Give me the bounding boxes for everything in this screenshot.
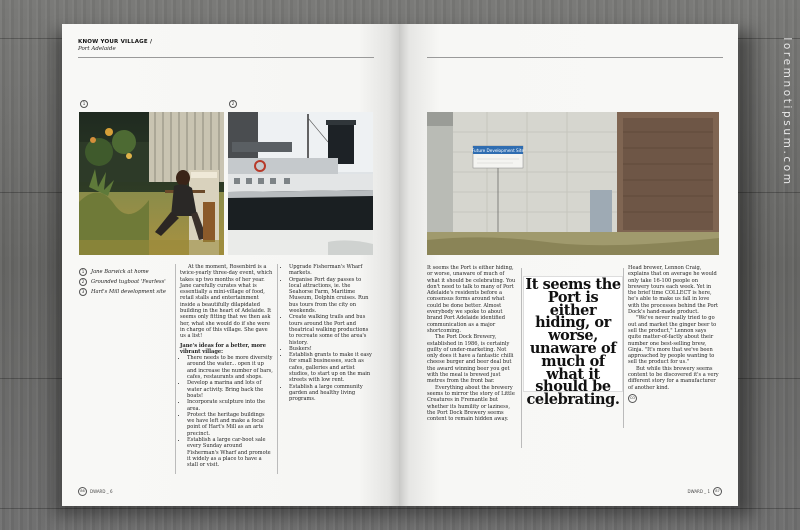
caption-number: 3: [79, 288, 87, 296]
column-rule: [623, 268, 624, 428]
list-item: • Establish a large car-boot sale every Sunday around Fisherman's Wharf and promote it widely as a place to have a stall or visit.: [187, 437, 273, 468]
article-column-1: [180, 264, 273, 469]
page-number: 86: [78, 487, 87, 496]
list-item: • Develop a marina and lots of water activity. Bring back the boats!: [187, 380, 273, 399]
list-item: • Establish grants to make it easy for small businesses, such as cafes, galleries and artist studios, to start up on the main streets with low rent.: [289, 352, 374, 383]
body-paragraph: "We've never really tried to go out and market the ginger beer to sell the product," Lennon says quite matter-of-factly about their number one best-selling brew, Ginja. "It's more that we've been approached by people wanting to sell the product for us.": [628, 315, 717, 366]
end-mark: CO: [628, 394, 637, 403]
photo-captions: [79, 267, 171, 297]
section-subtitle: Port Adelaide: [78, 46, 116, 52]
list-item: • Upgrade Fisherman's Wharf markets.: [289, 264, 374, 277]
warehouse-illustration: [427, 112, 719, 255]
section-kicker: KNOW YOUR VILLAGE /: [78, 39, 153, 45]
list-item: • Incorporate sculpture into the area.: [187, 399, 273, 412]
garden-illustration: [79, 112, 224, 255]
photo-number-1: 1: [80, 100, 88, 108]
caption-text: Hart's Mill development site: [91, 289, 166, 295]
body-paragraph: At the moment, Rosenbird is a twice-yearly three-day event, which takes up two months of her year. Jane carefully curates what is essentially a mini-village of food, retail stalls and entertainment inside a beautifully dilapidated building in the heart of Adelaide. It seems only fitting that we then ask her, what she would do if she were in charge of this village. She gave us a list!: [180, 264, 273, 340]
right-page: [399, 24, 738, 506]
watermark: [780, 6, 794, 226]
folio-text: DWARD _ 6: [90, 489, 113, 494]
body-paragraph: Everything about the brewery seems to mirror the story of Little Creatures in Fremantle but whether its humility or laziness, the Port Dock Brewery seems content to remain hidden away.: [427, 384, 515, 423]
header-rule: [78, 57, 374, 58]
column-rule: [521, 268, 522, 448]
photo-development-site: [427, 112, 719, 255]
page-number: 87: [713, 487, 722, 496]
caption-text: Jane Barwick at home: [91, 269, 149, 275]
list-item: • Organise Port day passes to local attractions, ie. the Seahorse Farm, Maritime Museum, Dolphin cruises. Run bus tours from the city on weekends.: [289, 277, 374, 315]
left-page: [62, 24, 399, 506]
list-item: • Create walking trails and bus tours around the Port and theatrical walking productions to recreate some of the area's history.: [289, 314, 374, 345]
folio-text: DWARD _ 1: [687, 489, 710, 494]
body-paragraph: It seems the Port is either hiding, or worse, unaware of much of what it should be celebrating. You don't need to talk to many of Port Adelaide's residents before a consensus forms around what could be done better. Almost everybody we spoke to about brand Port Adelaide identified communication as a major shortcoming.: [427, 265, 516, 334]
caption-number: 2: [79, 278, 87, 286]
pull-quote-box: [523, 276, 623, 409]
list-heading: Jane's ideas for a better, more vibrant village:: [180, 342, 266, 355]
tugboat-illustration: [228, 112, 373, 255]
right-folio: [688, 487, 723, 496]
body-paragraph: Head brewer, Lennon Craig, explains that on average he would only take 16-100 people on brewery tours each week. Yet in the brief time COLLECT is here, he's able to make us fall in love with the processes behind the Port Dock's hand-made product.: [628, 265, 719, 316]
caption-item: [79, 287, 171, 297]
list-item: • Protect the heritage buildings we have left and make a focal point of Hart's Mill as an arts precinct.: [187, 412, 273, 437]
article-column-2: [282, 264, 374, 403]
ideas-list-continued: [282, 264, 374, 403]
header-rule: [427, 57, 723, 58]
body-paragraph: The Port Dock Brewery, established in 1986, is certainly guilty of under-marketing. Not only does it have a fantastic chilli cheese burger and beer deal but the award winning beer you get with the meal is brewed just metres from the front bar.: [427, 334, 514, 385]
column-rule: [277, 264, 278, 474]
watermark-text: loremnotipsum.com: [781, 37, 793, 187]
column-rule: [175, 264, 176, 474]
list-item: • Buskers!: [289, 346, 374, 352]
caption-number: 1: [79, 268, 87, 276]
article-column-4: [628, 265, 720, 403]
ideas-list: [180, 355, 273, 468]
sign-text: Future Development Site: [471, 148, 525, 153]
pull-quote: It seems the Port is either hiding, or worse, unaware of much of what it should be celebrating.: [525, 276, 621, 409]
caption-item: [79, 277, 171, 287]
article-column-3: [427, 265, 517, 422]
body-paragraph: But while this brewery seems content to be discovered it's a very different story for a manufacturer of another kind.: [628, 365, 719, 391]
list-item: • There needs to be more diversity around the water... open it up and increase the number of bars, cafes, restaurants and shops.: [187, 355, 273, 380]
photo-number-2: 2: [229, 100, 237, 108]
photo-tugboat: [228, 112, 373, 255]
caption-text: Grounded tugboat 'Fearless': [91, 279, 166, 285]
list-item: • Establish a large community garden and healthy living programs.: [289, 384, 374, 403]
photo-garden-woman: [79, 112, 224, 255]
caption-item: [79, 267, 171, 277]
left-folio: [78, 487, 113, 496]
